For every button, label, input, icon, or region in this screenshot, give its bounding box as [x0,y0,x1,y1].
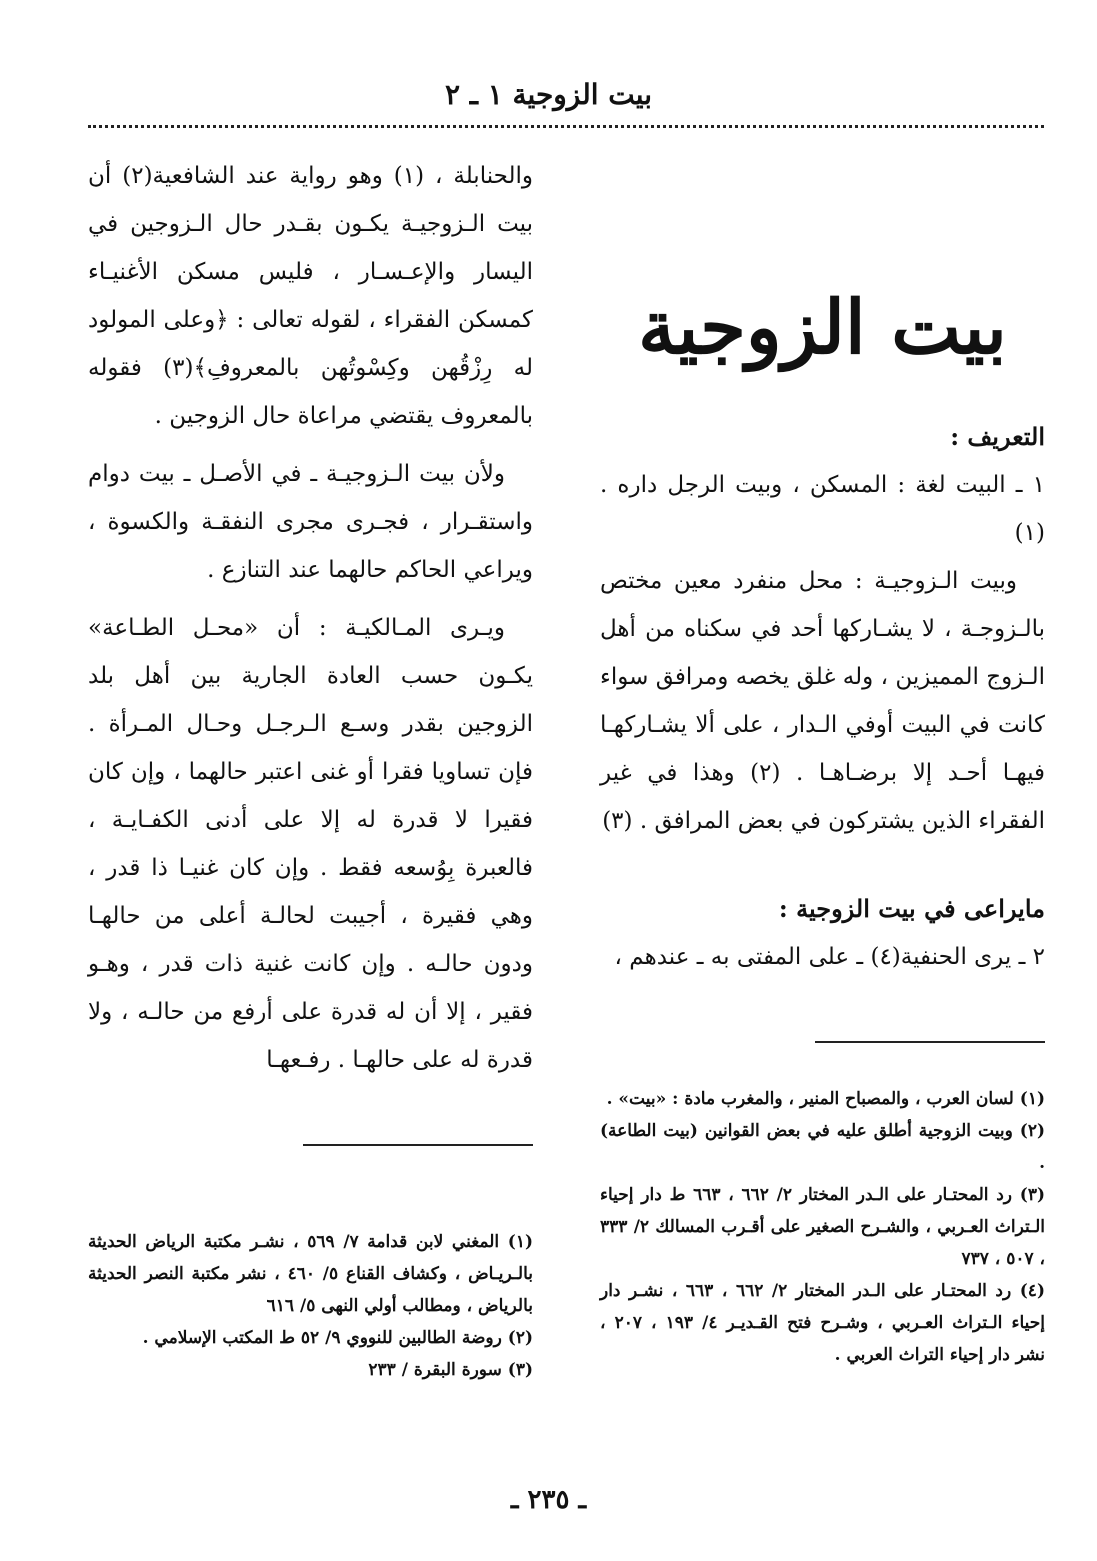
footnote-item: (٤) رد المحتـار على الـدر المختار ٢/ ٦٦٢ ، ٦٦٣ ، نشـر دار إحياء الـتراث العـربي ، وشـرح فتح القـديـر ٤/ ١٩٣ ، ٢٠٧ ، نشر دار إحياء التراث العربي . [600,1281,1045,1366]
page-number: ـ ٢٣٥ ـ [510,1485,587,1515]
observance-heading: مايراعى في بيت الزوجية : [778,894,1045,924]
definition-paragraph-2: وبيت الـزوجيـة : محل منفرد معين مختص بالـزوجـة ، لا يشـاركها أحد في سكناه من أهل الـزوج المميزين ، وله غلق يخصه ومرافق سواء كانت في البيت أوفي الـدار ، على ألا يشـاركهـا فيهـا أحـد إلا برضـاهـا . (٢) وهذا في غير الفقراء الذين يشتركون في بعض المرافق . (٣) [600,568,1045,835]
spacer [88,1146,533,1186]
spacer [600,981,1045,1021]
footnote-list [88,1226,533,1386]
spacer [88,1186,533,1226]
footnote-item: (٢) وبيت الزوجية أطلق عليه في بعض القوانين (بيت الطاعة) . [600,1121,1045,1174]
left-column [88,152,533,1386]
footnote-item: (٢) روضة الطالبين للنووي ٩/ ٥٢ ط المكتب الإسلامي . [142,1328,533,1348]
body-paragraph-2: ولأن بيت الـزوجيـة ـ في الأصـل ـ بيت دوام واستقـرار ، فجـرى مجرى النفقـة والكسوة ، ويراعي الحاكم حالهما عند التنازع . [88,461,533,583]
right-column [600,140,1045,1371]
definition-paragraph-1: ١ ـ البيت لغة : المسكن ، وبيت الرجل داره . (١) [600,472,1045,547]
running-header: بيت الزوجية ١ ـ ٢ [444,78,653,111]
footnote-item: (٣) سورة البقرة / ٢٣٣ [368,1360,533,1380]
body-paragraph-1: والحنابلة ، (١) وهو رواية عند الشافعية(٢) أن بيت الـزوجيـة يكـون بقـدر حال الـزوجين في اليسار والإعـسـار ، فليس مسكن الأغنيـاء كمسكن الفقراء ، لقوله تعالى : ﴿وعلى المولود له رِزْقُهن وكِسْوتُهن بالمعروفِ﴾(٣) فقوله بالمعروف يقتضي مراعاة حال الزوجين . [88,163,534,429]
spacer [600,1043,1045,1083]
article-title: بيت الزوجية [638,285,1007,371]
footnote-item: (١) المغني لابن قدامة ٧/ ٥٦٩ ، نشـر مكتبة الرياض الحديثة بالـريـاض ، وكشاف القناع ٥/ ٤٦٠ ، نشر مكتبة النصر الحديثة بالرياض ، ومطالب أولي النهى ٥/ ٦١٦ [88,1232,534,1316]
observance-paragraph: ٢ ـ يرى الحنفية(٤) ـ على المفتى به ـ عندهم ، [614,944,1045,971]
spacer [88,440,533,450]
spacer [600,845,1045,885]
header-dotted-rule [88,125,1044,128]
footnote-item: (٣) رد المحتـار على الـدر المختار ٢/ ٦٦٢ ، ٦٦٣ ط دار إحياء الـتراث العـربي ، والشـرح الصغير على أقـرب المسالك ٢/ ٣٣٣ ، ٥٠٧ ، ٧٣٧ [600,1185,1046,1270]
body-paragraph-3: ويـرى المـالكيـة : أن «محـل الطـاعة» يكـون حسب العادة الجارية بين أهل بلد الزوجين بقدر وسـع الـرجـل وحـال المـرأة . فإن تساويا فقرا أو غنى اعتبر حالهما ، وإن كان فقيرا لا قدرة له إلا على أدنى الكفـايـة ، فالعبرة بِوُسعه فقط . وإن كان غنيـا ذا قدر ، وهي فقيرة ، أجيبت لحالـة أعلى من حالهـا ودون حالـه . وإن كانت غنية ذات قدر ، وهـو فقير ، إلا أن له قدرة على أرفع من حالـه ، ولا قدرة له على حالهـا . رفـعهـا [88,615,533,1073]
footnote-list [600,1083,1045,1371]
spacer [88,594,533,604]
spacer [88,1084,533,1124]
footnote-item: (١) لسان العرب ، والمصباح المنير ، والمغرب مادة : «بيت» . [606,1089,1045,1110]
definition-heading: التعريف : [950,422,1045,452]
